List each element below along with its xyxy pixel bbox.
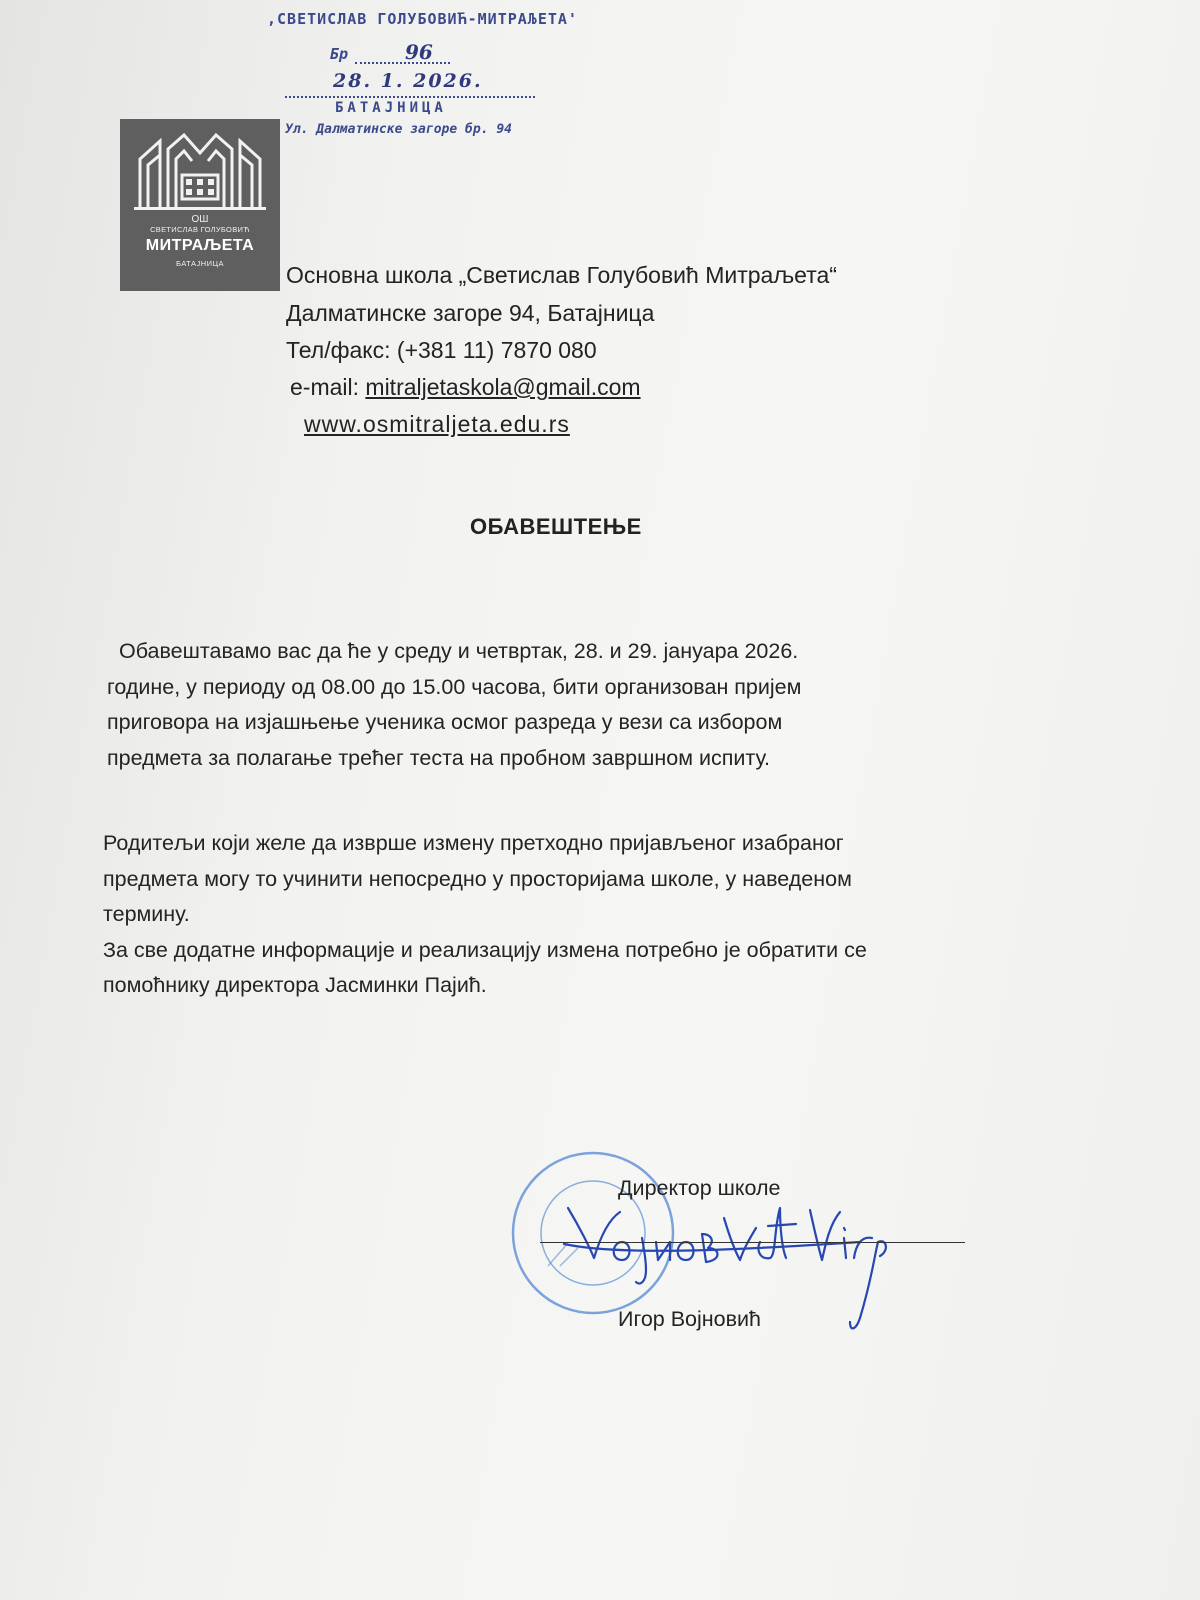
paragraph-2 — [103, 826, 867, 1004]
school-address: Далматинске загоре 94, Батајница — [286, 300, 655, 326]
paragraph-line: Обавештавамо вас да ће у среду и четвртак, 28. и 29. јануара 2026. — [119, 639, 799, 663]
paragraph-line: Родитељи који желе да изврше измену претходно пријављеног изабраног — [103, 831, 844, 855]
school-name: Основна школа „Светислав Голубовић Митраљета“ — [286, 262, 837, 288]
paragraph-line: За све додатне информације и реализацију измена потребно је обратити се — [103, 937, 867, 962]
paragraph-line: предмета могу то учинити непосредно у просторијама школе, у наведеном — [103, 866, 852, 891]
logo-line-4: БАТАЈНИЦА — [175, 259, 225, 268]
stamp-dotted-line — [355, 62, 450, 64]
signature-role: Директор школе — [618, 1176, 781, 1200]
logo-line-2: СВЕТИСЛАВ ГОЛУБОВИЋ — [150, 225, 250, 234]
school-phone: Тел/факс: (+381 11) 7870 080 — [286, 337, 597, 363]
school-website — [304, 411, 570, 438]
paragraph-1 — [107, 634, 801, 776]
school-logo — [120, 119, 280, 291]
stamp-street: Ул. Далматинске загоре бр. 94 — [285, 122, 512, 137]
document-title: ОБАВЕШТЕЊЕ — [470, 514, 642, 539]
paragraph-line: помоћнику директора Јасминки Пајић. — [103, 973, 487, 997]
stamp-dotted-line — [285, 96, 535, 98]
paragraph-line: године, у периоду од 08.00 до 15.00 часова, бити организован пријем — [107, 674, 802, 699]
stamp-number-label: Бр — [330, 45, 349, 63]
stamp-school-name: ,СВЕТИСЛАВ ГОЛУБОВИЋ-МИТРАЉЕТА' — [267, 10, 578, 28]
school-email — [290, 374, 641, 401]
archive-stamp — [255, 0, 585, 150]
stamp-town: БАТАЈНИЦА — [335, 100, 447, 116]
signature-name: Игор Војновић — [618, 1307, 762, 1331]
stamp-number: 96 — [405, 40, 433, 64]
website-link[interactable]: www.osmitraljeta.edu.rs — [304, 411, 570, 437]
logo-line-1: ОШ — [191, 214, 209, 225]
stamp-date: 28. 1. 2026. — [333, 70, 483, 92]
email-link[interactable]: mitraljetaskola@gmail.com — [365, 374, 641, 400]
paragraph-line: предмета за полагање трећег теста на пробном завршном испиту. — [107, 745, 771, 770]
school-building-icon — [120, 119, 280, 219]
email-label: e-mail: — [290, 374, 366, 400]
signature-line — [540, 1242, 965, 1243]
logo-line-3: МИТРАЉЕТА — [145, 237, 255, 254]
paragraph-line: термину. — [103, 902, 190, 926]
paragraph-line: приговора на изјашњење ученика осмог разреда у вези са избором — [107, 710, 783, 734]
